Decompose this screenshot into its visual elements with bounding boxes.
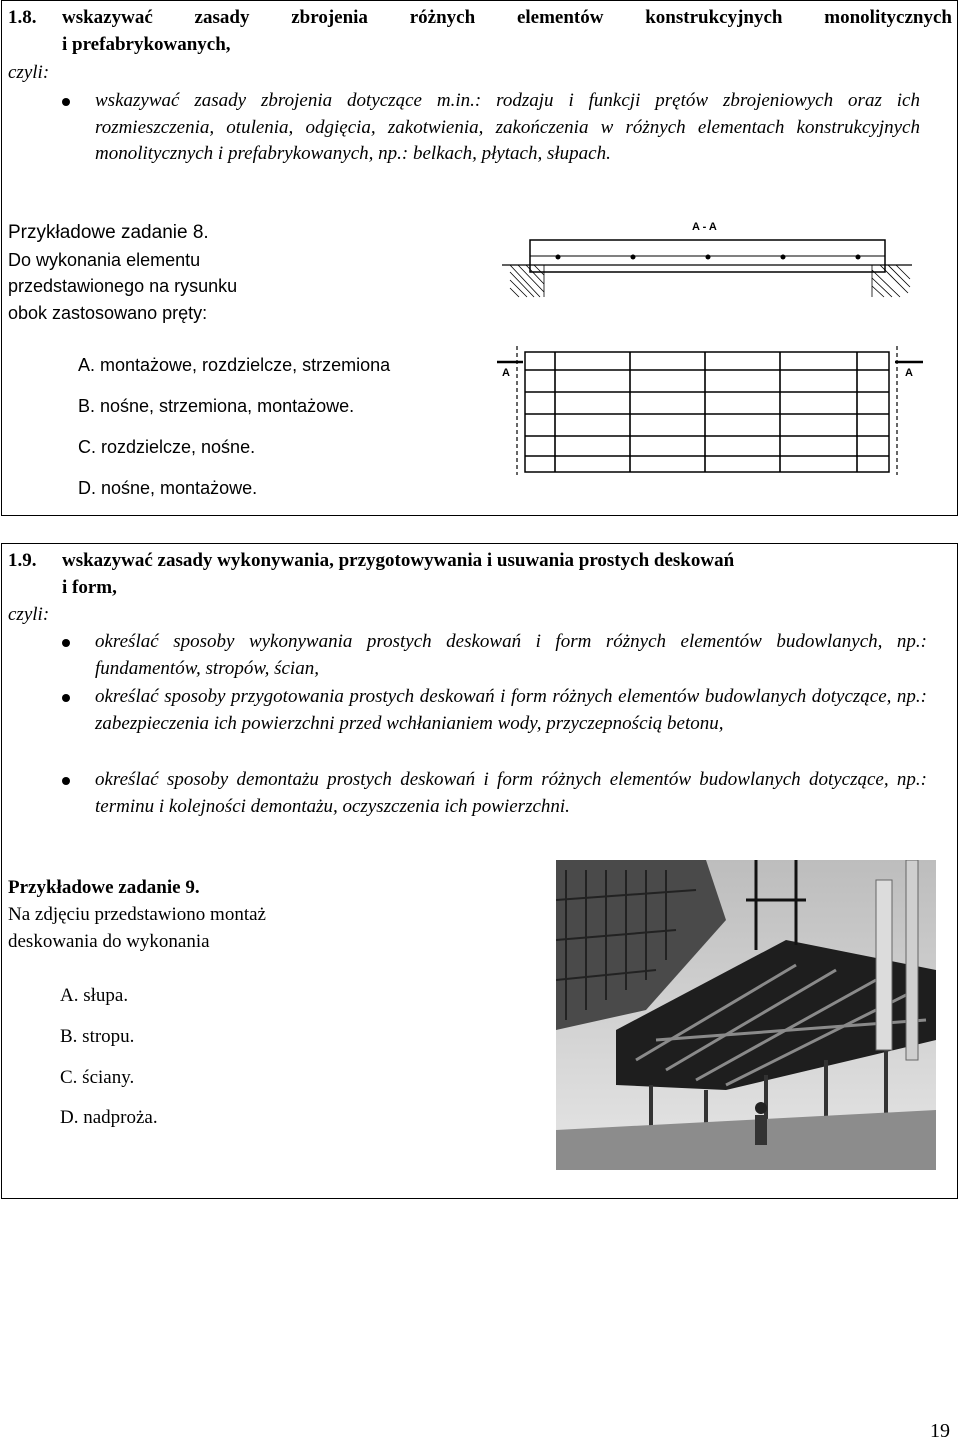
cut-label-right: A [905, 367, 913, 379]
task-9-option-c: C. ściany. [60, 1067, 135, 1088]
section-1-9-number: 1.9. [8, 550, 37, 571]
bullet-dot-icon [62, 639, 70, 647]
task-9-option-d: D. nadproża. [60, 1107, 158, 1128]
section-1-9-czyli: czyli: [8, 604, 50, 625]
rebar-dot [631, 255, 636, 260]
formwork-photo [556, 860, 936, 1170]
task-8-option-a: A. montażowe, rozdzielcze, strzemiona [78, 355, 391, 375]
photo-worker-body [755, 1115, 767, 1145]
left-support-hatch [510, 265, 544, 297]
section-1-9-heading-line1: wskazywać zasady wykonywania, przygotowywania i usuwania prostych deskowań [62, 550, 735, 571]
section-aa-drawing [500, 212, 920, 302]
task-9-option-a: A. słupa. [60, 985, 129, 1006]
bullet-dot-icon [62, 98, 70, 106]
rebar-dot [556, 255, 561, 260]
plan-view-drawing [495, 340, 925, 480]
task-8-line-1: Do wykonania elementu [8, 250, 201, 270]
photo-column-far-right [906, 860, 918, 1060]
photo-worker-head [755, 1102, 767, 1114]
section-1-9-bullet-2: określać sposoby przygotowania prostych deskowań i form różnych elementów budowlanych dotyczące, np.: zabezpieczenia ich powierzchni przed wchłanianiem wody, przyczepnością betonu, [95, 686, 927, 734]
cut-label-left: A [502, 367, 510, 379]
section-aa-label: A - A [692, 221, 717, 233]
photo-column-right [876, 880, 892, 1050]
section-1-8-heading-line1: wskazywać zasady zbrojenia różnych elementów konstrukcyjnych monolitycznych [62, 7, 952, 28]
task-8-option-b: B. nośne, strzemiona, montażowe. [78, 396, 355, 416]
rebar-dot [856, 255, 861, 260]
right-support-hatch [872, 265, 910, 297]
section-1-8-number: 1.8. [8, 7, 37, 28]
task-8-line-2: przedstawionego na rysunku [8, 276, 238, 296]
bullet-dot-icon [62, 694, 70, 702]
rebar-dot [781, 255, 786, 260]
task-9-option-b: B. stropu. [60, 1026, 135, 1047]
bullet-dot-icon [62, 777, 70, 785]
section-1-9-heading-line2: i form, [62, 577, 117, 598]
section-1-8-heading-line2: i prefabrykowanych, [62, 34, 231, 55]
task-8-option-d: D. nośne, montażowe. [78, 478, 258, 498]
task-8-line-3: obok zastosowano pręty: [8, 303, 208, 323]
section-1-9-bullet-3: określać sposoby demontażu prostych deskowań i form różnych elementów budowlanych dotyczące, np.: terminu i kolejności demontażu, oczyszczenia ich powierzchni. [95, 769, 927, 817]
task-9-title: Przykładowe zadanie 9. [8, 877, 200, 898]
task-9-line-1: Na zdjęciu przedstawiono montaż [8, 904, 266, 925]
rebar-dot [706, 255, 711, 260]
section-1-8-bullet-text: wskazywać zasady zbrojenia dotyczące m.in.: rodzaju i funkcji prętów zbrojeniowych oraz ich rozmieszczenia, otulenia, odgięcia, zakotwienia, zakończenia w różnych elementach konstrukcyjnych monolitycznych i prefabrykowanych, np.: belkach, płytach, słupach. [95, 90, 920, 164]
task-8-title: Przykładowe zadanie 8. [8, 222, 209, 243]
section-1-8-czyli: czyli: [8, 62, 50, 83]
section-1-9-bullet-1: określać sposoby wykonywania prostych deskowań i form różnych elementów budowlanych, np.: fundamentów, stropów, ścian, [95, 631, 927, 679]
task-9-line-2: deskowania do wykonania [8, 931, 210, 952]
task-8-option-c: C. rozdzielcze, nośne. [78, 437, 256, 457]
page-number: 19 [930, 1420, 950, 1442]
distribution-bars [525, 370, 889, 456]
